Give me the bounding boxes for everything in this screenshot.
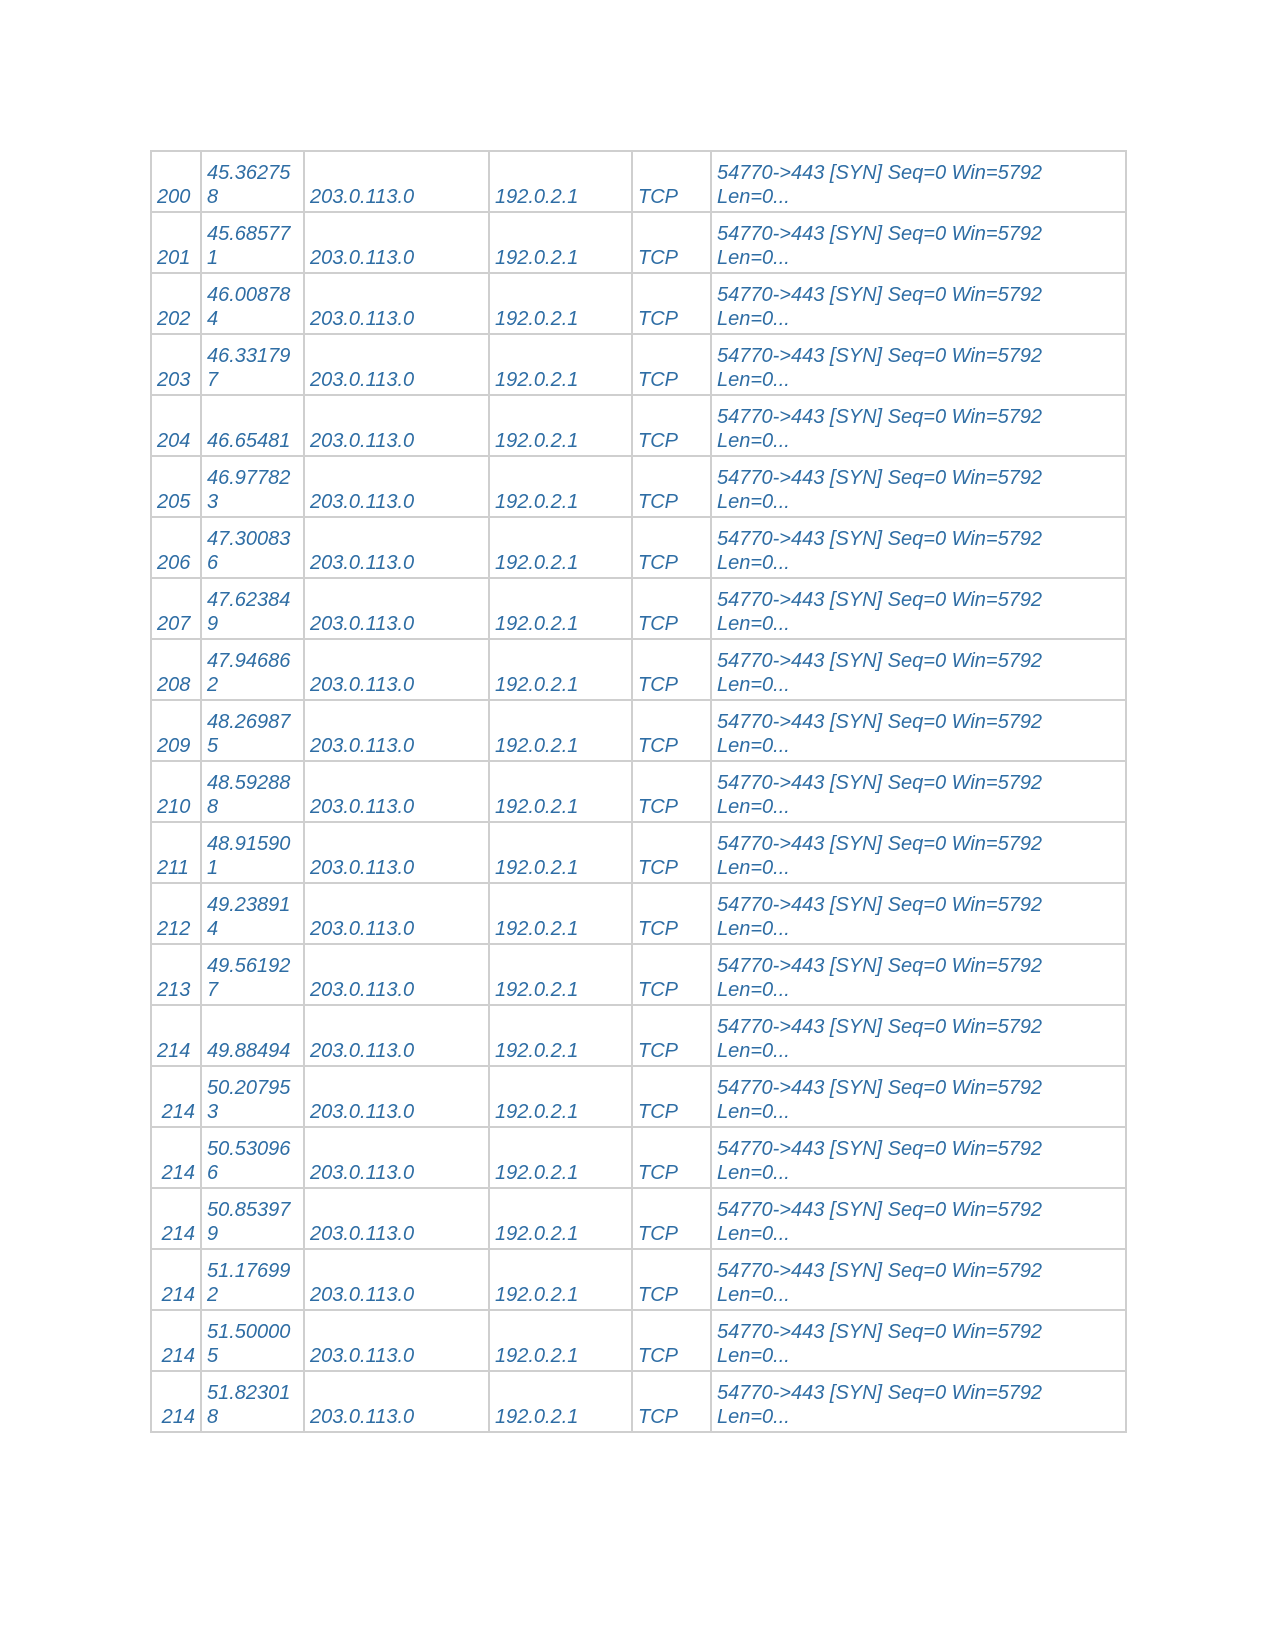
packet-info-length: Len=0...	[717, 1406, 790, 1428]
packet-time-cell: 46.331797	[201, 334, 304, 395]
packet-number-cell: 213	[151, 944, 201, 1005]
packet-number-cell: 214	[151, 1066, 201, 1127]
packet-info-cell	[711, 212, 1126, 273]
table-row	[151, 1371, 1126, 1432]
packet-destination-cell: 192.0.2.1	[489, 578, 632, 639]
packet-time-cell: 46.65481	[201, 395, 304, 456]
packet-info-line: 54770->443 [SYN] Seq=0 Win=5792	[717, 1260, 1043, 1282]
packet-time-cell: 51.176992	[201, 1249, 304, 1310]
packet-destination-cell: 192.0.2.1	[489, 395, 632, 456]
table-row	[151, 1249, 1126, 1310]
packet-source-cell: 203.0.113.0	[304, 151, 489, 212]
packet-time-cell: 51.823018	[201, 1371, 304, 1432]
packet-info-line: 54770->443 [SYN] Seq=0 Win=5792	[717, 589, 1043, 611]
table-row	[151, 883, 1126, 944]
packet-info-cell	[711, 883, 1126, 944]
packet-protocol-cell: TCP	[632, 578, 711, 639]
packet-destination-cell: 192.0.2.1	[489, 639, 632, 700]
packet-destination-cell: 192.0.2.1	[489, 700, 632, 761]
packet-info-line: 54770->443 [SYN] Seq=0 Win=5792	[717, 772, 1043, 794]
packet-time-cell: 48.592888	[201, 761, 304, 822]
table-row	[151, 1310, 1126, 1371]
packet-time-cell: 48.915901	[201, 822, 304, 883]
packet-time-cell: 51.500005	[201, 1310, 304, 1371]
packet-number-cell: 214	[151, 1310, 201, 1371]
packet-source-cell: 203.0.113.0	[304, 1249, 489, 1310]
packet-number-cell: 210	[151, 761, 201, 822]
packet-number-cell: 214	[151, 1371, 201, 1432]
packet-info-length: Len=0...	[717, 552, 790, 574]
packet-destination-cell: 192.0.2.1	[489, 1371, 632, 1432]
table-row	[151, 395, 1126, 456]
packet-info-line: 54770->443 [SYN] Seq=0 Win=5792	[717, 1382, 1043, 1404]
packet-info-length: Len=0...	[717, 1223, 790, 1245]
packet-source-cell: 203.0.113.0	[304, 1371, 489, 1432]
packet-info-cell	[711, 517, 1126, 578]
packet-info-length: Len=0...	[717, 796, 790, 818]
packet-info-line: 54770->443 [SYN] Seq=0 Win=5792	[717, 1016, 1043, 1038]
table-row	[151, 456, 1126, 517]
packet-source-cell: 203.0.113.0	[304, 822, 489, 883]
packet-info-length: Len=0...	[717, 1284, 790, 1306]
packet-source-cell: 203.0.113.0	[304, 761, 489, 822]
packet-protocol-cell: TCP	[632, 1188, 711, 1249]
packet-info-length: Len=0...	[717, 1101, 790, 1123]
packet-info-cell	[711, 1371, 1126, 1432]
packet-info-line: 54770->443 [SYN] Seq=0 Win=5792	[717, 650, 1043, 672]
packet-info-length: Len=0...	[717, 918, 790, 940]
packet-number-cell: 214	[151, 1005, 201, 1066]
packet-source-cell: 203.0.113.0	[304, 212, 489, 273]
packet-protocol-cell: TCP	[632, 1310, 711, 1371]
packet-protocol-cell: TCP	[632, 883, 711, 944]
packet-number-cell: 209	[151, 700, 201, 761]
packet-info-length: Len=0...	[717, 1040, 790, 1062]
packet-number-cell: 214	[151, 1249, 201, 1310]
packet-source-cell: 203.0.113.0	[304, 456, 489, 517]
packet-destination-cell: 192.0.2.1	[489, 273, 632, 334]
packet-info-length: Len=0...	[717, 369, 790, 391]
table-row	[151, 639, 1126, 700]
packet-protocol-cell: TCP	[632, 1066, 711, 1127]
packet-number-cell: 203	[151, 334, 201, 395]
packet-info-cell	[711, 395, 1126, 456]
packet-info-line: 54770->443 [SYN] Seq=0 Win=5792	[717, 162, 1043, 184]
packet-source-cell: 203.0.113.0	[304, 1310, 489, 1371]
packet-info-line: 54770->443 [SYN] Seq=0 Win=5792	[717, 1199, 1043, 1221]
packet-number-cell: 214	[151, 1188, 201, 1249]
packet-info-cell	[711, 700, 1126, 761]
packet-protocol-cell: TCP	[632, 1005, 711, 1066]
packet-info-cell	[711, 151, 1126, 212]
packet-time-cell: 45.362758	[201, 151, 304, 212]
packet-info-length: Len=0...	[717, 491, 790, 513]
packet-info-cell	[711, 1127, 1126, 1188]
packet-time-cell: 46.977823	[201, 456, 304, 517]
table-row	[151, 151, 1126, 212]
packet-source-cell: 203.0.113.0	[304, 1066, 489, 1127]
table-row	[151, 517, 1126, 578]
table-row	[151, 700, 1126, 761]
packet-destination-cell: 192.0.2.1	[489, 1310, 632, 1371]
packet-number-cell: 211	[151, 822, 201, 883]
packet-time-cell: 49.561927	[201, 944, 304, 1005]
packet-protocol-cell: TCP	[632, 151, 711, 212]
packet-protocol-cell: TCP	[632, 456, 711, 517]
packet-number-cell: 201	[151, 212, 201, 273]
packet-time-cell: 45.685771	[201, 212, 304, 273]
packet-info-line: 54770->443 [SYN] Seq=0 Win=5792	[717, 406, 1043, 428]
packet-info-cell	[711, 761, 1126, 822]
table-row	[151, 1127, 1126, 1188]
packet-number-cell: 200	[151, 151, 201, 212]
packet-number-cell: 212	[151, 883, 201, 944]
packet-info-line: 54770->443 [SYN] Seq=0 Win=5792	[717, 955, 1043, 977]
packet-info-length: Len=0...	[717, 247, 790, 269]
packet-destination-cell: 192.0.2.1	[489, 822, 632, 883]
table-row	[151, 334, 1126, 395]
packet-protocol-cell: TCP	[632, 273, 711, 334]
packet-source-cell: 203.0.113.0	[304, 700, 489, 761]
packet-info-line: 54770->443 [SYN] Seq=0 Win=5792	[717, 284, 1043, 306]
packet-table	[150, 150, 1127, 1433]
packet-info-cell	[711, 822, 1126, 883]
packet-protocol-cell: TCP	[632, 212, 711, 273]
packet-info-length: Len=0...	[717, 857, 790, 879]
packet-protocol-cell: TCP	[632, 1249, 711, 1310]
table-row	[151, 578, 1126, 639]
packet-source-cell: 203.0.113.0	[304, 944, 489, 1005]
packet-time-cell: 47.946862	[201, 639, 304, 700]
packet-protocol-cell: TCP	[632, 944, 711, 1005]
packet-info-cell	[711, 578, 1126, 639]
packet-info-cell	[711, 1005, 1126, 1066]
packet-destination-cell: 192.0.2.1	[489, 761, 632, 822]
packet-time-cell: 46.008784	[201, 273, 304, 334]
table-row	[151, 822, 1126, 883]
packet-time-cell: 49.238914	[201, 883, 304, 944]
packet-destination-cell: 192.0.2.1	[489, 334, 632, 395]
packet-info-length: Len=0...	[717, 979, 790, 1001]
packet-time-cell: 48.269875	[201, 700, 304, 761]
packet-number-cell: 202	[151, 273, 201, 334]
packet-info-length: Len=0...	[717, 1162, 790, 1184]
packet-info-cell	[711, 1310, 1126, 1371]
packet-time-cell: 47.300836	[201, 517, 304, 578]
packet-info-cell	[711, 1066, 1126, 1127]
packet-destination-cell: 192.0.2.1	[489, 456, 632, 517]
packet-info-line: 54770->443 [SYN] Seq=0 Win=5792	[717, 894, 1043, 916]
packet-source-cell: 203.0.113.0	[304, 578, 489, 639]
packet-info-length: Len=0...	[717, 186, 790, 208]
packet-info-length: Len=0...	[717, 674, 790, 696]
table-row	[151, 1188, 1126, 1249]
packet-source-cell: 203.0.113.0	[304, 395, 489, 456]
packet-time-cell: 50.853979	[201, 1188, 304, 1249]
packet-time-cell: 50.530966	[201, 1127, 304, 1188]
packet-info-line: 54770->443 [SYN] Seq=0 Win=5792	[717, 528, 1043, 550]
packet-source-cell: 203.0.113.0	[304, 517, 489, 578]
packet-info-length: Len=0...	[717, 1345, 790, 1367]
packet-number-cell: 207	[151, 578, 201, 639]
packet-destination-cell: 192.0.2.1	[489, 883, 632, 944]
packet-source-cell: 203.0.113.0	[304, 1127, 489, 1188]
packet-info-line: 54770->443 [SYN] Seq=0 Win=5792	[717, 1138, 1043, 1160]
packet-time-cell: 49.88494	[201, 1005, 304, 1066]
packet-destination-cell: 192.0.2.1	[489, 1188, 632, 1249]
packet-protocol-cell: TCP	[632, 1371, 711, 1432]
packet-info-cell	[711, 1188, 1126, 1249]
packet-number-cell: 204	[151, 395, 201, 456]
packet-info-cell	[711, 273, 1126, 334]
packet-protocol-cell: TCP	[632, 1127, 711, 1188]
packet-info-length: Len=0...	[717, 613, 790, 635]
table-row	[151, 1066, 1126, 1127]
packet-number-cell: 206	[151, 517, 201, 578]
packet-destination-cell: 192.0.2.1	[489, 151, 632, 212]
packet-source-cell: 203.0.113.0	[304, 883, 489, 944]
packet-protocol-cell: TCP	[632, 761, 711, 822]
packet-source-cell: 203.0.113.0	[304, 273, 489, 334]
packet-destination-cell: 192.0.2.1	[489, 1066, 632, 1127]
packet-info-line: 54770->443 [SYN] Seq=0 Win=5792	[717, 467, 1043, 489]
packet-source-cell: 203.0.113.0	[304, 639, 489, 700]
packet-protocol-cell: TCP	[632, 395, 711, 456]
packet-time-cell: 50.207953	[201, 1066, 304, 1127]
packet-protocol-cell: TCP	[632, 639, 711, 700]
packet-info-length: Len=0...	[717, 308, 790, 330]
packet-number-cell: 205	[151, 456, 201, 517]
table-row	[151, 944, 1126, 1005]
packet-protocol-cell: TCP	[632, 517, 711, 578]
packet-info-cell	[711, 456, 1126, 517]
packet-destination-cell: 192.0.2.1	[489, 517, 632, 578]
packet-info-cell	[711, 639, 1126, 700]
table-row	[151, 761, 1126, 822]
packet-destination-cell: 192.0.2.1	[489, 1127, 632, 1188]
packet-protocol-cell: TCP	[632, 700, 711, 761]
packet-info-length: Len=0...	[717, 430, 790, 452]
packet-source-cell: 203.0.113.0	[304, 1005, 489, 1066]
packet-protocol-cell: TCP	[632, 334, 711, 395]
packet-info-cell	[711, 944, 1126, 1005]
packet-protocol-cell: TCP	[632, 822, 711, 883]
packet-info-line: 54770->443 [SYN] Seq=0 Win=5792	[717, 711, 1043, 733]
packet-table-body	[151, 151, 1126, 1432]
table-row	[151, 212, 1126, 273]
packet-number-cell: 214	[151, 1127, 201, 1188]
packet-time-cell: 47.623849	[201, 578, 304, 639]
table-row	[151, 1005, 1126, 1066]
packet-info-line: 54770->443 [SYN] Seq=0 Win=5792	[717, 1077, 1043, 1099]
packet-number-cell: 208	[151, 639, 201, 700]
packet-destination-cell: 192.0.2.1	[489, 1005, 632, 1066]
packet-info-line: 54770->443 [SYN] Seq=0 Win=5792	[717, 223, 1043, 245]
packet-info-line: 54770->443 [SYN] Seq=0 Win=5792	[717, 345, 1043, 367]
packet-info-line: 54770->443 [SYN] Seq=0 Win=5792	[717, 1321, 1043, 1343]
packet-destination-cell: 192.0.2.1	[489, 212, 632, 273]
table-row	[151, 273, 1126, 334]
packet-info-length: Len=0...	[717, 735, 790, 757]
packet-info-line: 54770->443 [SYN] Seq=0 Win=5792	[717, 833, 1043, 855]
packet-source-cell: 203.0.113.0	[304, 1188, 489, 1249]
packet-destination-cell: 192.0.2.1	[489, 1249, 632, 1310]
packet-info-cell	[711, 334, 1126, 395]
packet-source-cell: 203.0.113.0	[304, 334, 489, 395]
packet-info-cell	[711, 1249, 1126, 1310]
packet-destination-cell: 192.0.2.1	[489, 944, 632, 1005]
